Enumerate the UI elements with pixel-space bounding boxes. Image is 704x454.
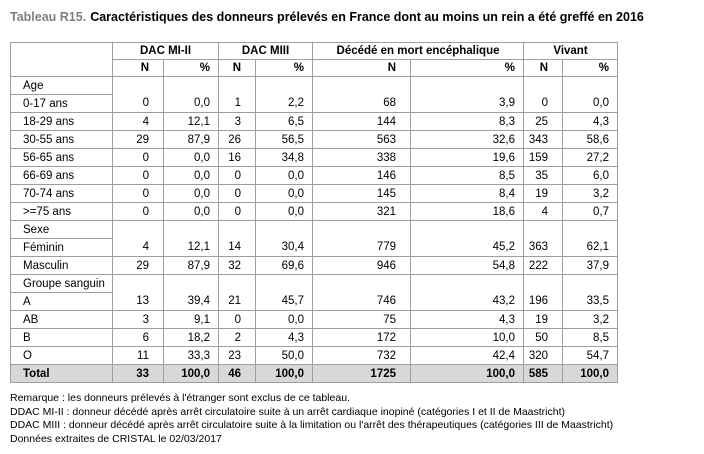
count-cell: 363 <box>524 239 563 257</box>
percent-cell: 100,0 <box>563 365 618 383</box>
table-body <box>11 77 618 383</box>
percent-cell: 2,2 <box>256 95 313 113</box>
row-label: B <box>11 329 113 347</box>
count-cell <box>113 221 164 239</box>
row-label: Age <box>11 77 113 95</box>
subheader-percent: % <box>164 60 219 77</box>
percent-cell: 100,0 <box>411 365 524 383</box>
subheader-percent: % <box>256 60 313 77</box>
count-cell <box>524 221 563 239</box>
percent-cell: 33,3 <box>164 347 219 365</box>
percent-cell <box>164 275 219 293</box>
table-row <box>11 257 618 275</box>
row-label: Sexe <box>11 221 113 239</box>
percent-cell: 100,0 <box>256 365 313 383</box>
percent-cell: 54,7 <box>563 347 618 365</box>
percent-cell: 27,2 <box>563 149 618 167</box>
count-cell: 172 <box>313 329 411 347</box>
row-label: 66-69 ans <box>11 167 113 185</box>
count-cell: 4 <box>113 113 164 131</box>
row-label: >=75 ans <box>11 203 113 221</box>
table-row <box>11 95 618 113</box>
count-cell: 3 <box>113 311 164 329</box>
percent-cell: 56,5 <box>256 131 313 149</box>
count-cell: 35 <box>524 167 563 185</box>
count-cell: 159 <box>524 149 563 167</box>
count-cell: 0 <box>113 149 164 167</box>
count-cell: 19 <box>524 185 563 203</box>
table-number: Tableau R15. <box>10 10 87 24</box>
count-cell: 0 <box>219 311 256 329</box>
percent-cell: 12,1 <box>164 239 219 257</box>
count-cell <box>219 275 256 293</box>
row-label: 0-17 ans <box>11 95 113 113</box>
count-cell: 75 <box>313 311 411 329</box>
count-cell: 946 <box>313 257 411 275</box>
percent-cell: 0,0 <box>164 95 219 113</box>
percent-cell: 8,5 <box>411 167 524 185</box>
percent-cell: 18,6 <box>411 203 524 221</box>
count-cell: 0 <box>219 203 256 221</box>
count-cell: 0 <box>113 185 164 203</box>
count-cell: 0 <box>219 185 256 203</box>
group-header-dac-mi-ii: DAC MI-II <box>113 43 219 60</box>
percent-cell: 0,7 <box>563 203 618 221</box>
count-cell: 0 <box>524 95 563 113</box>
row-label: Masculin <box>11 257 113 275</box>
percent-cell: 100,0 <box>164 365 219 383</box>
percent-cell: 39,4 <box>164 293 219 311</box>
count-cell: 68 <box>313 95 411 113</box>
percent-cell: 43,2 <box>411 293 524 311</box>
count-cell: 14 <box>219 239 256 257</box>
count-cell: 16 <box>219 149 256 167</box>
percent-cell <box>164 221 219 239</box>
count-cell <box>313 77 411 95</box>
subheader-n: N <box>219 60 256 77</box>
count-cell: 338 <box>313 149 411 167</box>
percent-cell: 30,4 <box>256 239 313 257</box>
row-label: AB <box>11 311 113 329</box>
percent-cell: 45,7 <box>256 293 313 311</box>
percent-cell: 0,0 <box>563 95 618 113</box>
percent-cell: 0,0 <box>164 167 219 185</box>
count-cell: 2 <box>219 329 256 347</box>
count-cell: 23 <box>219 347 256 365</box>
percent-cell: 50,0 <box>256 347 313 365</box>
count-cell: 732 <box>313 347 411 365</box>
count-cell <box>113 275 164 293</box>
table-row <box>11 167 618 185</box>
table-row <box>11 149 618 167</box>
table-title <box>10 10 644 24</box>
table-row <box>11 131 618 149</box>
table-row <box>11 347 618 365</box>
percent-cell <box>563 77 618 95</box>
percent-cell <box>164 77 219 95</box>
percent-cell: 0,0 <box>256 167 313 185</box>
percent-cell: 33,5 <box>563 293 618 311</box>
percent-cell: 9,1 <box>164 311 219 329</box>
table-row <box>11 293 618 311</box>
count-cell: 3 <box>219 113 256 131</box>
count-cell: 585 <box>524 365 563 383</box>
count-cell: 563 <box>313 131 411 149</box>
subheader-n: N <box>113 60 164 77</box>
count-cell: 21 <box>219 293 256 311</box>
percent-cell: 4,3 <box>411 311 524 329</box>
footnote-remark: Remarque : les donneurs prélevés à l'étranger sont exclus de ce tableau. <box>10 392 350 404</box>
count-cell: 0 <box>219 167 256 185</box>
count-cell: 19 <box>524 311 563 329</box>
percent-cell: 42,4 <box>411 347 524 365</box>
percent-cell: 12,1 <box>164 113 219 131</box>
percent-cell: 6,0 <box>563 167 618 185</box>
count-cell: 0 <box>113 95 164 113</box>
percent-cell: 8,5 <box>563 329 618 347</box>
percent-cell: 10,0 <box>411 329 524 347</box>
count-cell: 0 <box>113 203 164 221</box>
percent-cell: 0,0 <box>164 203 219 221</box>
subheader-percent: % <box>411 60 524 77</box>
footnote-data-source: Données extraites de CRISTAL le 02/03/2017 <box>10 432 222 445</box>
corner-cell <box>11 43 113 77</box>
count-cell: 13 <box>113 293 164 311</box>
percent-cell: 4,3 <box>256 329 313 347</box>
group-header-vivant: Vivant <box>524 43 618 60</box>
percent-cell: 0,0 <box>256 203 313 221</box>
count-cell: 46 <box>219 365 256 383</box>
row-label: Groupe sanguin <box>11 275 113 293</box>
percent-cell: 32,6 <box>411 131 524 149</box>
table-row <box>11 203 618 221</box>
table-row <box>11 113 618 131</box>
group-header-row <box>11 43 618 60</box>
count-cell: 746 <box>313 293 411 311</box>
row-label: 18-29 ans <box>11 113 113 131</box>
count-cell: 50 <box>524 329 563 347</box>
percent-cell: 18,2 <box>164 329 219 347</box>
footnote-ddac-mi-ii: DDAC MI-II : donneur décédé après arrêt circulatoire suite à un arrêt cardiaque inopiné (catégories I et II de Maastricht) <box>10 405 566 418</box>
percent-cell: 8,3 <box>411 113 524 131</box>
percent-cell: 62,1 <box>563 239 618 257</box>
count-cell: 29 <box>113 257 164 275</box>
count-cell: 343 <box>524 131 563 149</box>
group-header-dac-miii: DAC MIII <box>219 43 313 60</box>
count-cell: 6 <box>113 329 164 347</box>
percent-cell: 37,9 <box>563 257 618 275</box>
section-row <box>11 77 618 95</box>
percent-cell: 4,3 <box>563 113 618 131</box>
footnotes <box>10 392 613 446</box>
row-label: A <box>11 293 113 311</box>
percent-cell: 0,0 <box>256 311 313 329</box>
count-cell <box>113 77 164 95</box>
percent-cell: 87,9 <box>164 131 219 149</box>
row-label: 30-55 ans <box>11 131 113 149</box>
count-cell <box>313 275 411 293</box>
count-cell: 196 <box>524 293 563 311</box>
row-label: Féminin <box>11 239 113 257</box>
table-row <box>11 185 618 203</box>
table-row <box>11 239 618 257</box>
subheader-n: N <box>313 60 411 77</box>
subheader-percent: % <box>563 60 618 77</box>
percent-cell: 54,8 <box>411 257 524 275</box>
total-row <box>11 365 618 383</box>
count-cell: 29 <box>113 131 164 149</box>
row-label: O <box>11 347 113 365</box>
percent-cell: 3,2 <box>563 185 618 203</box>
count-cell: 144 <box>313 113 411 131</box>
section-row <box>11 221 618 239</box>
percent-cell <box>411 275 524 293</box>
percent-cell: 87,9 <box>164 257 219 275</box>
count-cell: 320 <box>524 347 563 365</box>
percent-cell: 8,4 <box>411 185 524 203</box>
count-cell: 222 <box>524 257 563 275</box>
percent-cell: 3,2 <box>563 311 618 329</box>
percent-cell <box>563 221 618 239</box>
count-cell <box>313 221 411 239</box>
percent-cell: 58,6 <box>563 131 618 149</box>
count-cell: 4 <box>524 203 563 221</box>
row-label: Total <box>11 365 113 383</box>
count-cell: 33 <box>113 365 164 383</box>
count-cell: 0 <box>113 167 164 185</box>
table-title-text: Caractéristiques des donneurs prélevés en France dont au moins un rein a été greffé en 2016 <box>90 10 644 24</box>
count-cell: 321 <box>313 203 411 221</box>
percent-cell <box>256 77 313 95</box>
percent-cell <box>256 275 313 293</box>
count-cell: 1 <box>219 95 256 113</box>
count-cell: 779 <box>313 239 411 257</box>
count-cell <box>219 221 256 239</box>
percent-cell: 0,0 <box>164 185 219 203</box>
percent-cell <box>563 275 618 293</box>
count-cell: 26 <box>219 131 256 149</box>
donors-table <box>10 42 618 383</box>
percent-cell <box>411 77 524 95</box>
count-cell: 145 <box>313 185 411 203</box>
percent-cell <box>411 221 524 239</box>
percent-cell: 69,6 <box>256 257 313 275</box>
row-label: 56-65 ans <box>11 149 113 167</box>
table-row <box>11 329 618 347</box>
count-cell <box>219 77 256 95</box>
section-row <box>11 275 618 293</box>
count-cell: 1725 <box>313 365 411 383</box>
percent-cell: 19,6 <box>411 149 524 167</box>
subheader-n: N <box>524 60 563 77</box>
count-cell: 32 <box>219 257 256 275</box>
percent-cell: 0,0 <box>256 185 313 203</box>
percent-cell: 0,0 <box>164 149 219 167</box>
count-cell: 4 <box>113 239 164 257</box>
percent-cell: 6,5 <box>256 113 313 131</box>
count-cell <box>524 77 563 95</box>
group-header-mort-encephalique: Décédé en mort encéphalique <box>313 43 524 60</box>
percent-cell <box>256 221 313 239</box>
footnote-ddac-miii: DDAC MIII : donneur décédé après arrêt circulatoire suite à la limitation ou l'arrêt des thérapeutiques (catégories III de Maastricht) <box>10 419 614 432</box>
count-cell: 146 <box>313 167 411 185</box>
percent-cell: 45,2 <box>411 239 524 257</box>
count-cell: 25 <box>524 113 563 131</box>
count-cell <box>524 275 563 293</box>
count-cell: 11 <box>113 347 164 365</box>
row-label: 70-74 ans <box>11 185 113 203</box>
percent-cell: 3,9 <box>411 95 524 113</box>
table-row <box>11 311 618 329</box>
percent-cell: 34,8 <box>256 149 313 167</box>
